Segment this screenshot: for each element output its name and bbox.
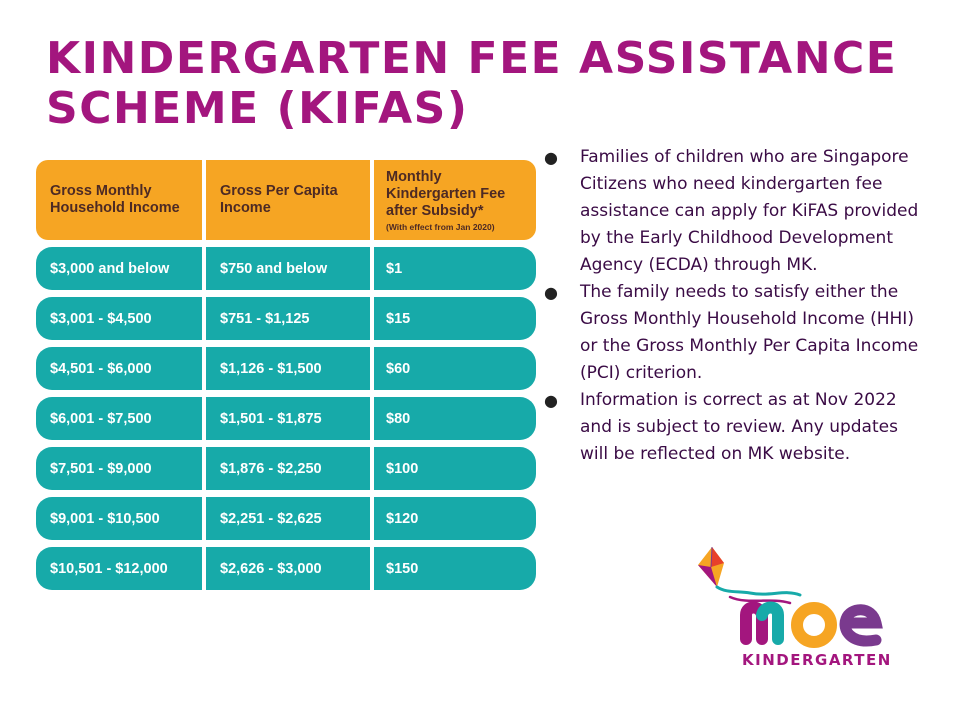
table-row (36, 247, 536, 290)
table-row (36, 397, 536, 440)
table-row (36, 297, 536, 340)
bullet-text: Families of children who are Singapore Citizens who need kindergarten fee assistance can apply for KiFAS provided by the Early Childhood Development Agency (ECDA) through MK. (580, 147, 919, 275)
cell-household-income: $3,000 and below (36, 247, 202, 290)
logo-subtitle: KINDERGARTEN (742, 651, 892, 669)
table-row (36, 447, 536, 490)
cell-monthly-fee: $100 (374, 447, 536, 490)
cell-per-capita-income: $751 - $1,125 (206, 297, 370, 340)
cell-monthly-fee: $150 (374, 547, 536, 590)
cell-monthly-fee: $80 (374, 397, 536, 440)
cell-monthly-fee: $15 (374, 297, 536, 340)
cell-per-capita-income: $2,251 - $2,625 (206, 497, 370, 540)
cell-household-income: $6,001 - $7,500 (36, 397, 202, 440)
cell-monthly-fee: $120 (374, 497, 536, 540)
table-row (36, 547, 536, 590)
cell-per-capita-income: $1,501 - $1,875 (206, 397, 370, 440)
page-title: KINDERGARTEN FEE ASSISTANCE SCHEME (KIFAS) (46, 33, 898, 134)
wordmark-e (845, 610, 876, 641)
table-row (36, 497, 536, 540)
cell-per-capita-income: $2,626 - $3,000 (206, 547, 370, 590)
fee-table (36, 160, 536, 590)
cell-monthly-fee: $60 (374, 347, 536, 390)
header-monthly-fee-label: Monthly Kindergarten Fee after Subsidy* (386, 168, 506, 219)
bullet-dot-icon: ● (544, 391, 558, 410)
cell-household-income: $3,001 - $4,500 (36, 297, 202, 340)
wordmark-o (797, 608, 831, 642)
cell-household-income: $9,001 - $10,500 (36, 497, 202, 540)
header-per-capita-income: Gross Per Capita Income (206, 160, 370, 240)
cell-monthly-fee: $1 (374, 247, 536, 290)
bullet-text: Information is correct as at Nov 2022 and is subject to review. Any updates will be reflected on MK website. (580, 390, 898, 464)
table-row (36, 347, 536, 390)
wordmark-m (746, 608, 778, 640)
bullet-text: The family needs to satisfy either the Gross Monthly Household Income (HHI) or the Gross Monthly Per Capita Income (PCI) criterion. (580, 282, 919, 383)
bullet-item (540, 387, 920, 468)
bullet-item (540, 279, 920, 387)
kite-icon (698, 547, 800, 603)
table-body (36, 247, 536, 590)
logo-wordmark-text: moe (795, 545, 798, 546)
header-effective-note: (With effect from Jan 2020) (386, 221, 495, 232)
cell-per-capita-income: $1,876 - $2,250 (206, 447, 370, 490)
bullet-dot-icon: ● (544, 148, 558, 167)
cell-household-income: $10,501 - $12,000 (36, 547, 202, 590)
header-monthly-fee (374, 160, 536, 240)
cell-per-capita-income: $1,126 - $1,500 (206, 347, 370, 390)
cell-household-income: $7,501 - $9,000 (36, 447, 202, 490)
info-bullets (540, 144, 920, 468)
header-household-income: Gross Monthly Household Income (36, 160, 202, 240)
bullet-dot-icon: ● (544, 283, 558, 302)
cell-household-income: $4,501 - $6,000 (36, 347, 202, 390)
cell-per-capita-income: $750 and below (206, 247, 370, 290)
table-header-row (36, 160, 536, 240)
bullet-item (540, 144, 920, 279)
